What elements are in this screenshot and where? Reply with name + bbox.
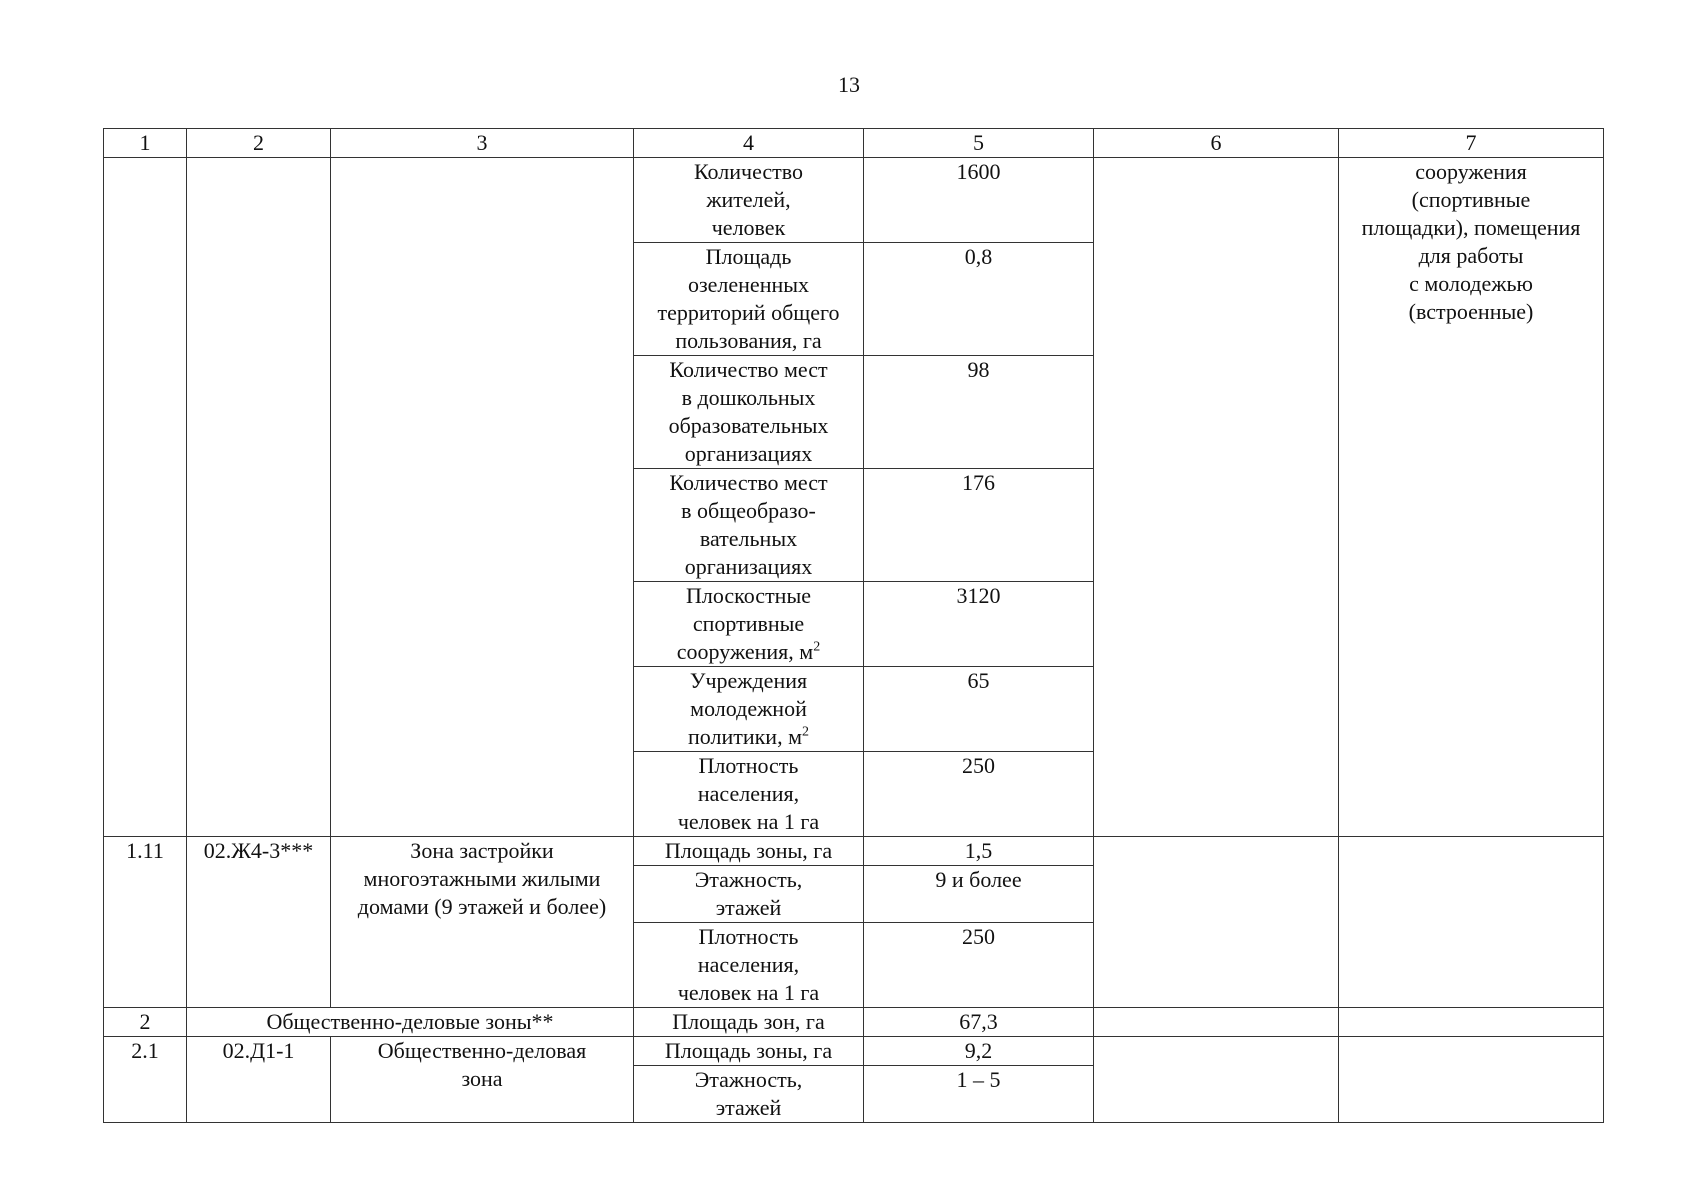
- column-number: 2: [187, 129, 331, 158]
- param-cell: Количество мест в дошкольных образовательных организациях: [634, 356, 864, 469]
- row-number: 2: [104, 1008, 187, 1037]
- zone-code: 02.Ж4-3***: [187, 837, 331, 1008]
- param-cell: Площадь зоны, га: [634, 837, 864, 866]
- value-cell: 65: [864, 667, 1094, 752]
- param-cell: [634, 582, 864, 667]
- value-cell: 67,3: [864, 1008, 1094, 1037]
- zones-table: [103, 128, 1604, 1123]
- zone-name: Общественно-деловые зоны**: [187, 1008, 634, 1037]
- page-number: 13: [838, 72, 860, 97]
- superscript: 2: [813, 639, 821, 655]
- param-cell: Плотность населения, человек на 1 га: [634, 752, 864, 837]
- column-number: 6: [1094, 129, 1339, 158]
- cell-empty: [1339, 837, 1604, 1008]
- value-cell: 1 – 5: [864, 1066, 1094, 1123]
- column-number: 5: [864, 129, 1094, 158]
- zone-code: 02.Д1-1: [187, 1037, 331, 1123]
- value-cell: 98: [864, 356, 1094, 469]
- cell-empty: [1094, 1008, 1339, 1037]
- zone-name: Общественно-деловая зона: [331, 1037, 634, 1123]
- param-cell: Количество жителей, человек: [634, 158, 864, 243]
- row-number: 2.1: [104, 1037, 187, 1123]
- value-cell: 176: [864, 469, 1094, 582]
- param-cell: Площадь озелененных территорий общего пользования, га: [634, 243, 864, 356]
- value-cell: 250: [864, 752, 1094, 837]
- column-number: 3: [331, 129, 634, 158]
- column-number: 4: [634, 129, 864, 158]
- cell-empty: [104, 158, 187, 837]
- param-text: Учреждения молодежной политики, м: [687, 668, 808, 749]
- cell-empty: [1094, 158, 1339, 837]
- table-row: [104, 1008, 1604, 1037]
- column-number: 1: [104, 129, 187, 158]
- cell-empty: [1339, 1037, 1604, 1123]
- cell-empty: [1339, 1008, 1604, 1037]
- value-cell: 0,8: [864, 243, 1094, 356]
- table-row: [104, 837, 1604, 866]
- zone-name: Зона застройки многоэтажными жилыми домами (9 этажей и более): [331, 837, 634, 1008]
- col7-text: сооружения (спортивные площадки), помещения для работы с молодежью (встроенные): [1339, 158, 1604, 837]
- row-number: 1.11: [104, 837, 187, 1008]
- cell-empty: [187, 158, 331, 837]
- param-cell: Площадь зон, га: [634, 1008, 864, 1037]
- column-number-row: [104, 129, 1604, 158]
- cell-empty: [1094, 1037, 1339, 1123]
- table-row: [104, 1037, 1604, 1066]
- param-text: Плоскостные спортивные сооружения, м: [676, 583, 814, 664]
- param-cell: Плотность населения, человек на 1 га: [634, 923, 864, 1008]
- table-row: [104, 158, 1604, 243]
- cell-empty: [1094, 837, 1339, 1008]
- value-cell: 1,5: [864, 837, 1094, 866]
- value-cell: 1600: [864, 158, 1094, 243]
- value-cell: 250: [864, 923, 1094, 1008]
- param-cell: [634, 667, 864, 752]
- value-cell: 9 и более: [864, 866, 1094, 923]
- value-cell: 3120: [864, 582, 1094, 667]
- param-cell: Этажность, этажей: [634, 1066, 864, 1123]
- param-cell: Этажность, этажей: [634, 866, 864, 923]
- cell-empty: [331, 158, 634, 837]
- superscript: 2: [802, 724, 809, 740]
- param-cell: Количество мест в общеобразо- вательных организациях: [634, 469, 864, 582]
- column-number: 7: [1339, 129, 1604, 158]
- value-cell: 9,2: [864, 1037, 1094, 1066]
- param-cell: Площадь зоны, га: [634, 1037, 864, 1066]
